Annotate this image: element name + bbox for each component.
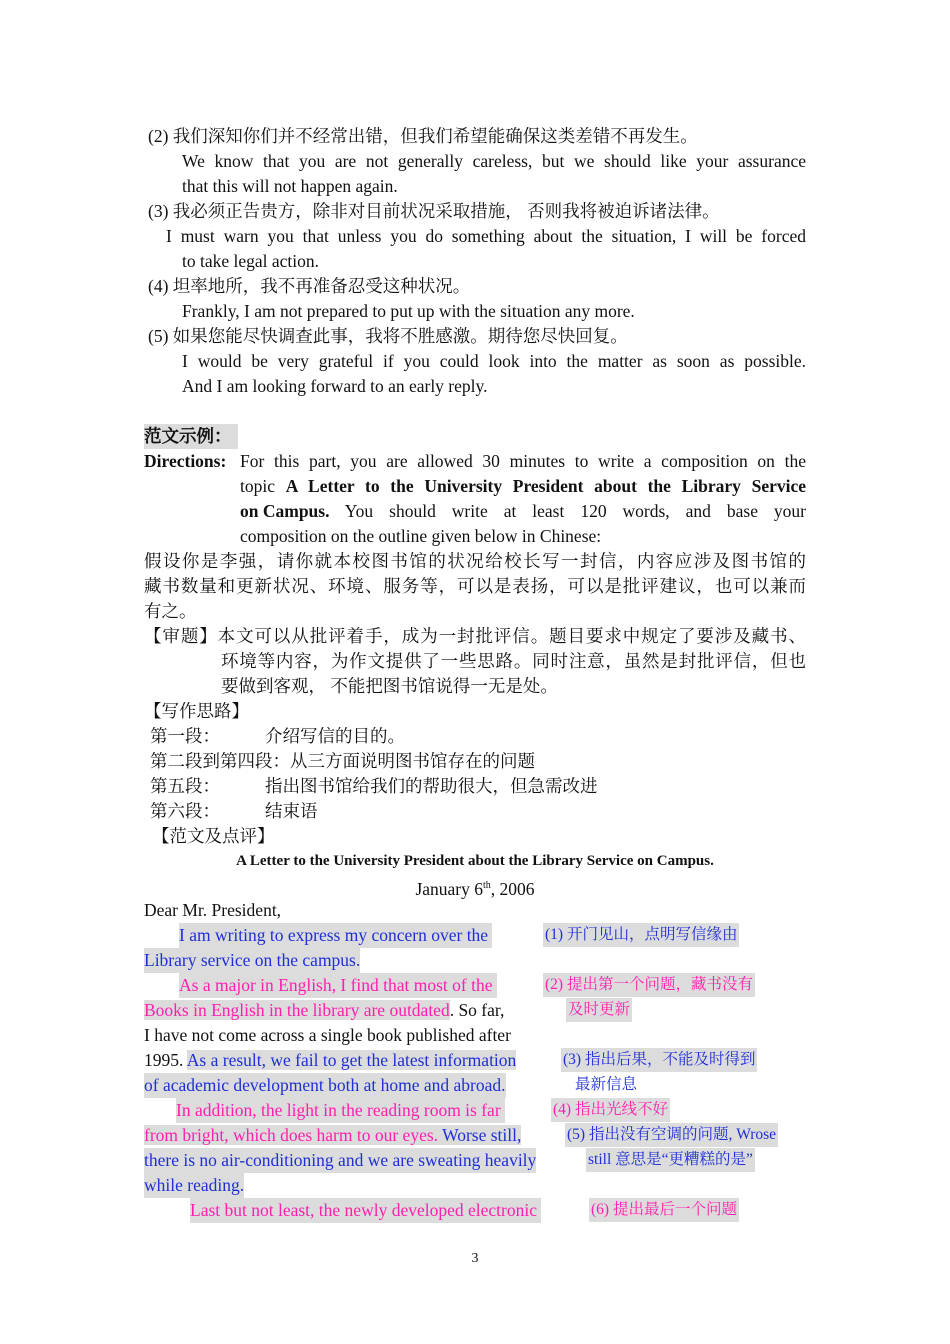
letter-line-7: of academic development both at home and abroad. xyxy=(144,1073,506,1098)
letter-line-6 xyxy=(144,1048,516,1073)
outline-label-2: 第二段到第四段：从三方面说明图书馆存在的问题 xyxy=(150,751,535,771)
instruction-cn-line-2: 藏书数量和更新状况、环境、服务等，可以是表扬，可以是批评建议，也可以兼而 xyxy=(144,576,806,596)
note-1: (1) 开门见山，点明写信缘由 xyxy=(543,923,739,947)
letter-line-5: I have not come across a single book published after xyxy=(144,1025,511,1045)
page-number: 3 xyxy=(471,1251,479,1266)
letter-date xyxy=(0,873,950,902)
instruction-cn-line-1: 假设你是李强，请你就本校图书馆的状况给校长写一封信，内容应涉及图书馆的 xyxy=(144,551,806,571)
directions-line-3 xyxy=(240,499,806,524)
letter-line-6-highlight: As a result, we fail to get the latest information xyxy=(186,1050,517,1070)
letter-date-suffix: th xyxy=(483,880,491,891)
analysis-line-3: 要做到客观， 不能把图书馆说得一无是处。 xyxy=(221,676,558,696)
directions-line-3-text: You should write at least 120 words, and base your xyxy=(329,501,806,521)
note-3-line-1: (3) 指出后果，不能及时得到 xyxy=(561,1048,757,1072)
letter-line-10: there is no air-conditioning and we are sweating heavily xyxy=(144,1148,536,1173)
directions-line-2 xyxy=(240,474,806,499)
letter-line-11: while reading. xyxy=(144,1173,244,1198)
phrase-4-chinese: (4) 坦率地所，我不再准备忍受这种状况。 xyxy=(148,276,471,296)
note-4: (4) 指出光线不好 xyxy=(551,1098,670,1122)
note-5-line-2: still 意思是“更糟糕的是” xyxy=(586,1148,755,1172)
letter-line-9-highlight-pink: from bright, which does harm to our eyes. xyxy=(144,1125,439,1145)
letter-line-9 xyxy=(144,1123,521,1148)
letter-line-1: I am writing to express my concern over the xyxy=(179,923,492,948)
letter-line-2: Library service on the campus. xyxy=(144,948,360,973)
phrase-2-english-line-2: that this will not happen again. xyxy=(182,176,398,196)
sample-heading: 范文示例： xyxy=(144,424,238,449)
outline-label-1: 第一段： xyxy=(150,726,220,746)
outline-text-1: 介绍写信的目的。 xyxy=(265,726,405,746)
phrase-3-english-line-2: to take legal action. xyxy=(182,251,320,271)
analysis-line-1: 【审题】本文可以从批评着手，成为一封批评信。题目要求中规定了要涉及藏书、 xyxy=(144,626,806,646)
analysis-line-2: 环境等内容，为作文提供了一些思路。同时注意，虽然是封批评信，但也 xyxy=(221,651,806,671)
phrase-2-english-line-1: We know that you are not generally careless, but we should like your assurance xyxy=(182,151,806,171)
letter-line-9-highlight-blue: Worse still, xyxy=(438,1125,522,1145)
letter-date-year: , 2006 xyxy=(490,878,535,899)
directions-topic-title-end: on Campus. xyxy=(240,501,330,521)
note-6: (6) 提出最后一个问题 xyxy=(589,1198,739,1222)
letter-line-3: As a major in English, I find that most of the xyxy=(179,973,497,998)
letter-line-6-start: 1995. xyxy=(144,1050,187,1070)
directions-topic-prefix: topic xyxy=(240,476,286,496)
letter-salutation: Dear Mr. President, xyxy=(144,900,282,920)
note-2-line-1: (2) 提出第一个问题，藏书没有 xyxy=(543,973,755,997)
outline-text-3: 指出图书馆给我们的帮助很大，但急需改进 xyxy=(265,776,598,796)
letter-line-12: Last but not least, the newly developed electronic xyxy=(190,1198,541,1223)
instruction-cn-line-3: 有之。 xyxy=(144,601,197,621)
phrase-5-english-line-2: And I am looking forward to an early reply. xyxy=(182,376,488,396)
letter-date-day: January 6 xyxy=(415,878,484,899)
phrase-3-chinese: (3) 我必须正告贵方，除非对目前状况采取措施， 否则我将被迫诉诸法律。 xyxy=(148,201,720,221)
directions-line-4: composition on the outline given below in Chinese: xyxy=(240,526,602,546)
letter-line-4-rest: . So far, xyxy=(449,1000,505,1020)
directions-topic-title: A Letter to the University President about the Library Service xyxy=(285,476,806,496)
note-5-line-1: (5) 指出没有空调的问题, Wrose xyxy=(565,1123,778,1147)
directions-label: Directions: xyxy=(144,451,227,471)
outline-label-3: 第五段： xyxy=(150,776,220,796)
letter-line-8: In addition, the light in the reading room is far xyxy=(176,1098,505,1123)
phrase-5-english-line-1: I would be very grateful if you could look into the matter as soon as possible. xyxy=(182,351,806,371)
letter-line-4 xyxy=(144,998,504,1023)
phrase-3-english-line-1: I must warn you that unless you do something about the situation, I will be forced xyxy=(166,226,806,246)
phrase-5-chinese: (5) 如果您能尽快调查此事，我将不胜感激。期待您尽快回复。 xyxy=(148,326,628,346)
phrase-4-english: Frankly, I am not prepared to put up with the situation any more. xyxy=(182,301,635,321)
outline-label-4: 第六段： xyxy=(150,801,220,821)
letter-line-4-highlight: Books in English in the library are outdated xyxy=(144,1000,450,1020)
sample-essay-heading: 【范文及点评】 xyxy=(152,826,275,846)
note-2-line-2: 及时更新 xyxy=(566,998,632,1022)
outline-heading: 【写作思路】 xyxy=(144,701,249,721)
note-3-line-2: 最新信息 xyxy=(575,1076,638,1093)
outline-text-4: 结束语 xyxy=(265,801,318,821)
phrase-2-chinese: (2) 我们深知你们并不经常出错，但我们希望能确保这类差错不再发生。 xyxy=(148,126,698,146)
letter-title: A Letter to the University President about the Library Service on Campus. xyxy=(236,853,714,869)
directions-line-1: For this part, you are allowed 30 minutes to write a composition on the xyxy=(240,451,806,471)
